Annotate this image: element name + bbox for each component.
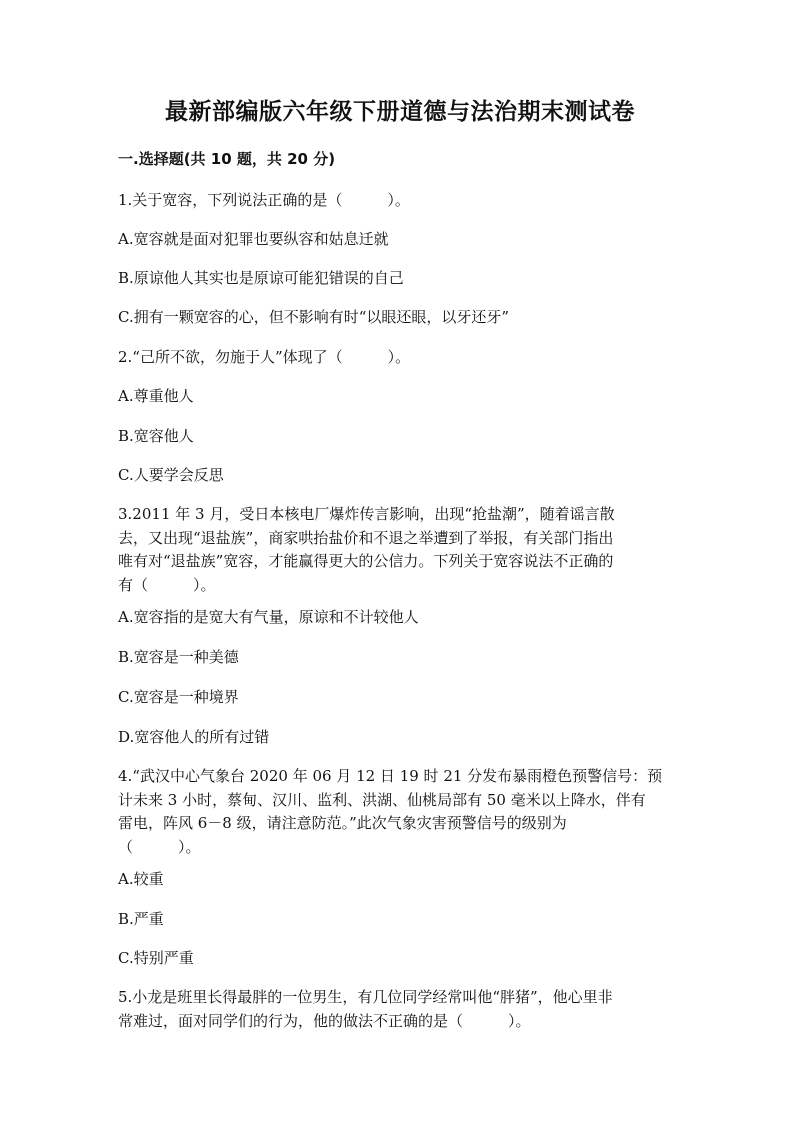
question-1-option-c: C.拥有一颗宽容的心，但不影响有时“以眼还眼，以牙还牙” [118, 308, 510, 326]
question-5-stem-line: 5.小龙是班里长得最胖的一位男生，有几位同学经常叫他“胖猪”，他心里非 [118, 988, 613, 1006]
question-4-stem-line: 计未来 3 小时，蔡甸、汉川、监利、洪湖、仙桃局部有 50 毫米以上降水，伴有 [118, 790, 646, 809]
question-2-stem: 2.“己所不欲，勿施于人”体现了（ ）。 [118, 348, 411, 366]
question-3-option-c: C.宽容是一种境界 [118, 688, 239, 706]
question-3-option-d: D.宽容他人的所有过错 [118, 728, 270, 746]
question-2-option-b: B.宽容他人 [118, 427, 194, 445]
question-3-option-a: A.宽容指的是宽大有气量，原谅和不计较他人 [118, 608, 419, 626]
question-4-stem-line: 4.“武汉中心气象台 2020 年 06 月 12 日 19 时 21 分发布暴雨橙色预警信号：预 [118, 767, 663, 785]
question-3-option-b: B.宽容是一种美德 [118, 648, 239, 666]
question-3-stem-line: 有（ ）。 [118, 575, 216, 594]
question-1-option-a: A.宽容就是面对犯罪也要纵容和姑息迁就 [118, 230, 389, 248]
question-3-stem-line: 唯有对“退盐族”宽容，才能赢得更大的公信力。下列关于宽容说法不正确的 [118, 552, 614, 570]
question-2-option-c: C.人要学会反思 [118, 466, 224, 484]
question-3-stem [118, 503, 682, 597]
question-2-option-a: A.尊重他人 [118, 387, 194, 405]
question-1-stem: 1.关于宽容，下列说法正确的是（ ）。 [118, 191, 410, 209]
question-5-stem-line: 常难过，面对同学们的行为，他的做法不正确的是（ ）。 [118, 1011, 531, 1030]
question-4-option-c: C.特别严重 [118, 949, 194, 967]
exam-title: 最新部编版六年级下册道德与法治期末测试卷 [165, 99, 635, 125]
question-4-stem-line: 雷电，阵风 6－8 级，请注意防范。”此次气象灾害预警信号的级别为 [118, 814, 567, 832]
question-1-option-b: B.原谅他人其实也是原谅可能犯错误的自己 [118, 269, 404, 287]
question-4-stem-line: （ ）。 [118, 837, 201, 856]
question-4-stem [118, 765, 682, 859]
section-header: 一.选择题(共 10 题，共 20 分) [118, 150, 336, 168]
question-3-stem-line: 3.2011 年 3 月，受日本核电厂爆炸传言影响，出现“抢盐潮”，随着谣言散 [118, 505, 615, 523]
question-4-option-a: A.较重 [118, 870, 164, 888]
question-4-option-b: B.严重 [118, 910, 164, 928]
question-3-stem-line: 去，又出现“退盐族”，商家哄抬盐价和不退之举遭到了举报，有关部门指出 [118, 528, 614, 547]
question-5-stem [118, 986, 682, 1033]
